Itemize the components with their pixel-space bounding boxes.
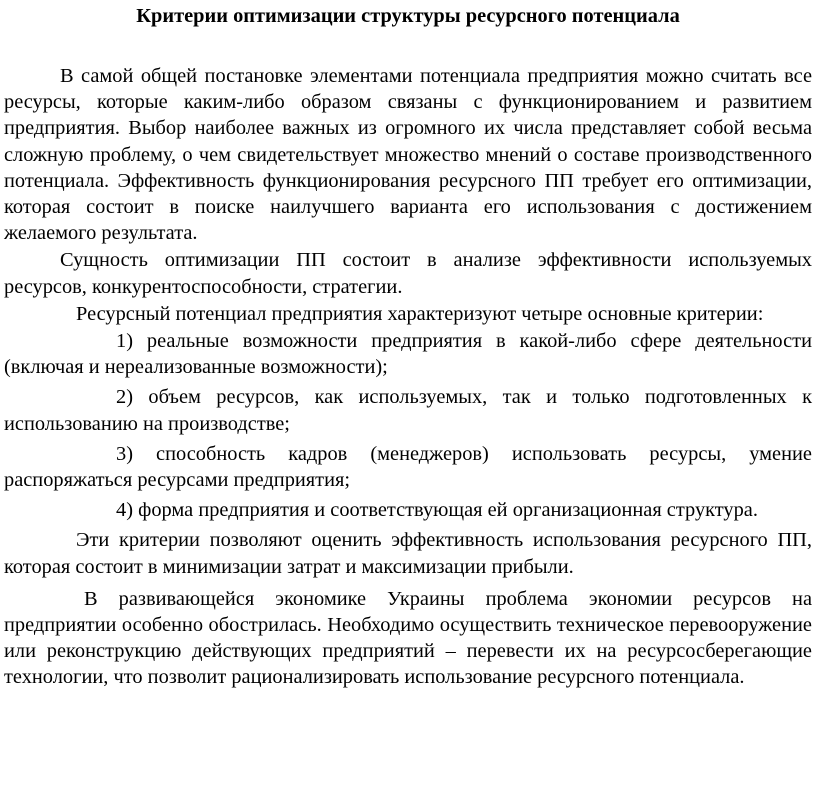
paragraph-criteria-lead: Ресурсный потенциал предприятия характеризуют четыре основные критерии: [76, 302, 764, 325]
criteria-list-item [4, 328, 812, 380]
criteria-list-item [4, 441, 812, 493]
criteria-list-item [4, 497, 812, 523]
list-item-text: объем ресурсов, как используемых, так и только подготовленных к использованию на производстве; [4, 386, 812, 435]
document-page [4, 0, 812, 692]
list-item-number: 3) [116, 442, 133, 465]
paragraph-criteria-summary: Эти критерии позволяют оценить эффективность использования ресурсного ПП, которая состоит в минимизации затрат и максимизации прибыли. [4, 529, 812, 578]
page-title: Критерии оптимизации структуры ресурсного потенциала [136, 5, 680, 27]
list-item-number: 1) [116, 330, 133, 353]
list-item-text: реальные возможности предприятия в какой-либо сфере деятельности (включая и нереализованные возможности); [4, 330, 812, 379]
list-item-text: форма предприятия и соответствующая ей организационная структура. [138, 499, 758, 522]
criteria-list-item [4, 384, 812, 436]
list-item-number: 2) [116, 386, 133, 409]
list-item-number: 4) [116, 499, 133, 522]
paragraph-essence: Сущность оптимизации ПП состоит в анализе эффективности используемых ресурсов, конкурентоспособности, стратегии. [4, 249, 812, 298]
list-item-text: способность кадров (менеджеров) использовать ресурсы, умение распоряжаться ресурсами предприятия; [4, 442, 812, 492]
paragraph-ukraine-economy: В развивающейся экономике Украины проблема экономии ресурсов на предприятии особенно обострилась. Необходимо осуществить техническое перевооружение или реконструкцию действующих предприятий – перевести их на ресурсосберегающие технологии, что позволит рационализировать использование ресурсного потенциала. [4, 587, 812, 689]
paragraph-intro: В самой общей постановке элементами потенциала предприятия можно считать все ресурсы, которые каким-либо образом связаны с функционированием и развитием предприятия. Выбор наиболее важных из огромного их числа представляет собой весьма сложную проблему, о чем свидетельствует множество мнений о составе производственного потенциала. Эффективность функционирования ресурсного ПП требует его оптимизации, которая состоит в поиске наилучшего варианта его использования с достижением желаемого результата. [4, 65, 812, 245]
